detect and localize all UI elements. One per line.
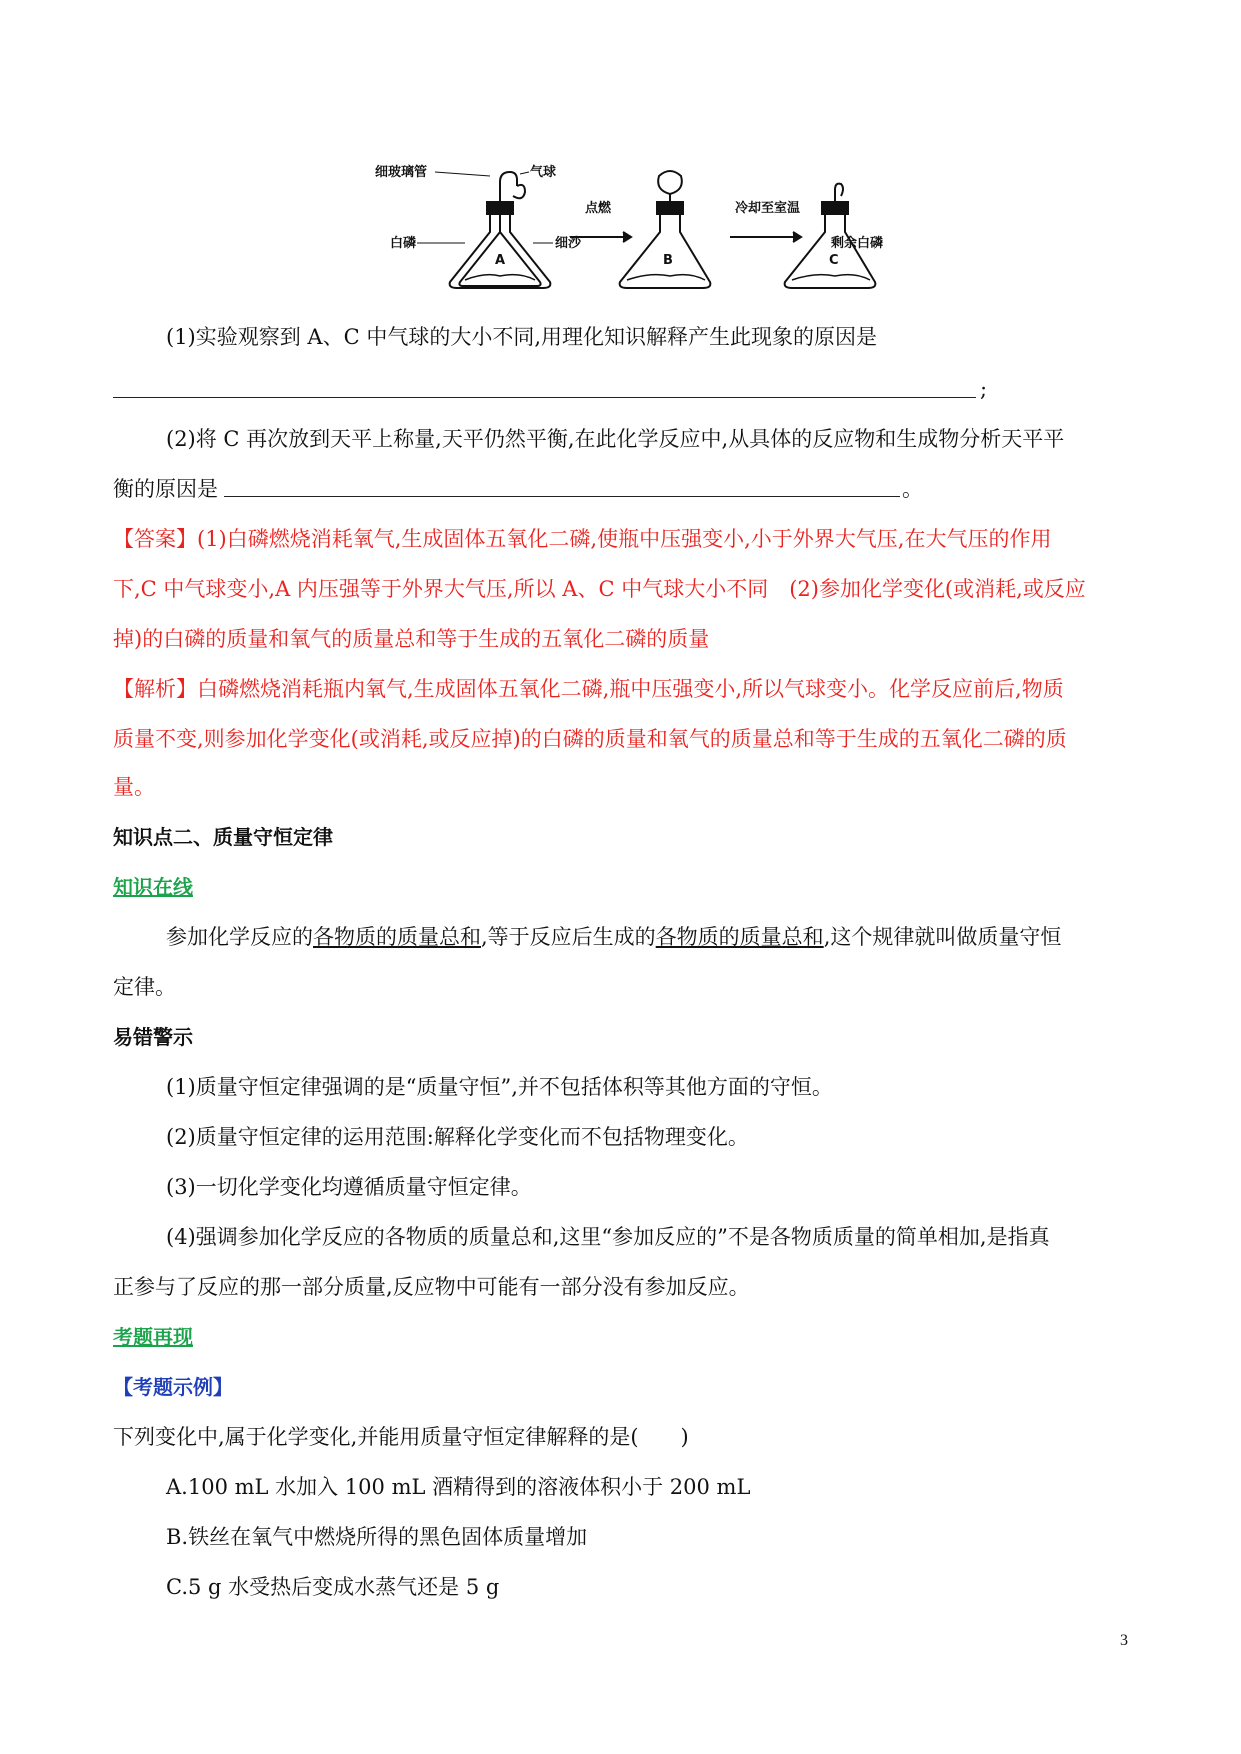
label-b: B — [663, 253, 673, 268]
analysis-line-1: 【解析】白磷燃烧消耗瓶内氧气,生成固体五氧化二磷,瓶中压强变小,所以气球变小。化学反应前后,物质 — [113, 677, 1064, 701]
page-number: 3 — [1120, 1632, 1128, 1649]
label-cool: 冷却至室温 — [735, 201, 801, 216]
option-a: A.100 mL 水加入 100 mL 酒精得到的溶液体积小于 200 mL — [166, 1475, 751, 1499]
knowledge-online-heading: 知识在线 — [113, 875, 193, 899]
answer-line-1: 【答案】(1)白磷燃烧消耗氧气,生成固体五氧化二磷,使瓶中压强变小,小于外界大气压,在大气压的作用 — [113, 527, 1052, 551]
warning-4-line-2: 正参与了反应的那一部分质量,反应物中可能有一部分没有参加反应。 — [113, 1275, 750, 1299]
exam-example-heading: 【考题示例】 — [113, 1375, 233, 1399]
answer-blank-2 — [224, 496, 900, 497]
option-b: B.铁丝在氧气中燃烧所得的黑色固体质量增加 — [166, 1525, 588, 1549]
exam-question: 下列变化中,属于化学变化,并能用质量守恒定律解释的是( ) — [113, 1425, 689, 1449]
warning-2: (2)质量守恒定律的运用范围:解释化学变化而不包括物理变化。 — [166, 1125, 749, 1149]
exam-reappear-heading: 考题再现 — [113, 1325, 193, 1349]
analysis-line-2: 质量不变,则参加化学变化(或消耗,或反应掉)的白磷的质量和氧气的质量总和等于生成的五氧化二磷的质 — [113, 727, 1067, 751]
label-white-p: 白磷 — [390, 236, 417, 251]
warning-4-line-1: (4)强调参加化学反应的各物质的质量总和,这里“参加反应的”不是各物质质量的简单相加,是指真 — [166, 1225, 1050, 1249]
option-c: C.5 g 水受热后变成水蒸气还是 5 g — [166, 1575, 500, 1599]
answer-blank-1 — [113, 397, 976, 398]
experiment-diagram — [375, 165, 885, 304]
law-definition-line-2: 定律。 — [113, 975, 176, 999]
label-ignite: 点燃 — [585, 201, 612, 216]
question-2-end: 。 — [902, 477, 923, 501]
label-c: C — [829, 253, 839, 268]
law-definition-line-1 — [166, 922, 1061, 952]
law-underline-1: 各物质的质量总和 — [313, 925, 481, 949]
question-2-line-1: (2)将 C 再次放到天平上称量,天平仍然平衡,在此化学反应中,从具体的反应物和生成物分析天平平 — [166, 427, 1065, 451]
question-2-line-2: 衡的原因是 — [113, 477, 218, 501]
answer-line-2: 下,C 中气球变小,A 内压强等于外界大气压,所以 A、C 中气球大小不同 (2)参加化学变化(或消耗,或反应 — [113, 577, 1086, 601]
warning-3: (3)一切化学变化均遵循质量守恒定律。 — [166, 1175, 532, 1199]
law-part-2: ,等于反应后生成的 — [481, 925, 656, 949]
label-a: A — [495, 253, 506, 268]
warning-title: 易错警示 — [113, 1025, 193, 1049]
question-1-text: (1)实验观察到 A、C 中气球的大小不同,用理化知识解释产生此现象的原因是 — [166, 325, 878, 349]
law-part-1: 参加化学反应的 — [166, 925, 313, 949]
section-2-title: 知识点二、质量守恒定律 — [113, 825, 333, 849]
label-balloon: 气球 — [530, 165, 557, 180]
label-sand: 细沙 — [555, 236, 582, 251]
analysis-line-3: 量。 — [113, 775, 155, 799]
answer-line-3: 掉)的白磷的质量和氧气的质量总和等于生成的五氧化二磷的质量 — [113, 627, 710, 651]
law-part-3: ,这个规律就叫做质量守恒 — [823, 925, 1062, 949]
question-1-end: ; — [980, 377, 988, 401]
law-underline-2: 各物质的质量总和 — [655, 925, 824, 949]
label-tube: 细玻璃管 — [375, 165, 428, 180]
label-remaining: 剩余白磷 — [830, 236, 883, 251]
warning-1: (1)质量守恒定律强调的是“质量守恒”,并不包括体积等其他方面的守恒。 — [166, 1075, 833, 1099]
